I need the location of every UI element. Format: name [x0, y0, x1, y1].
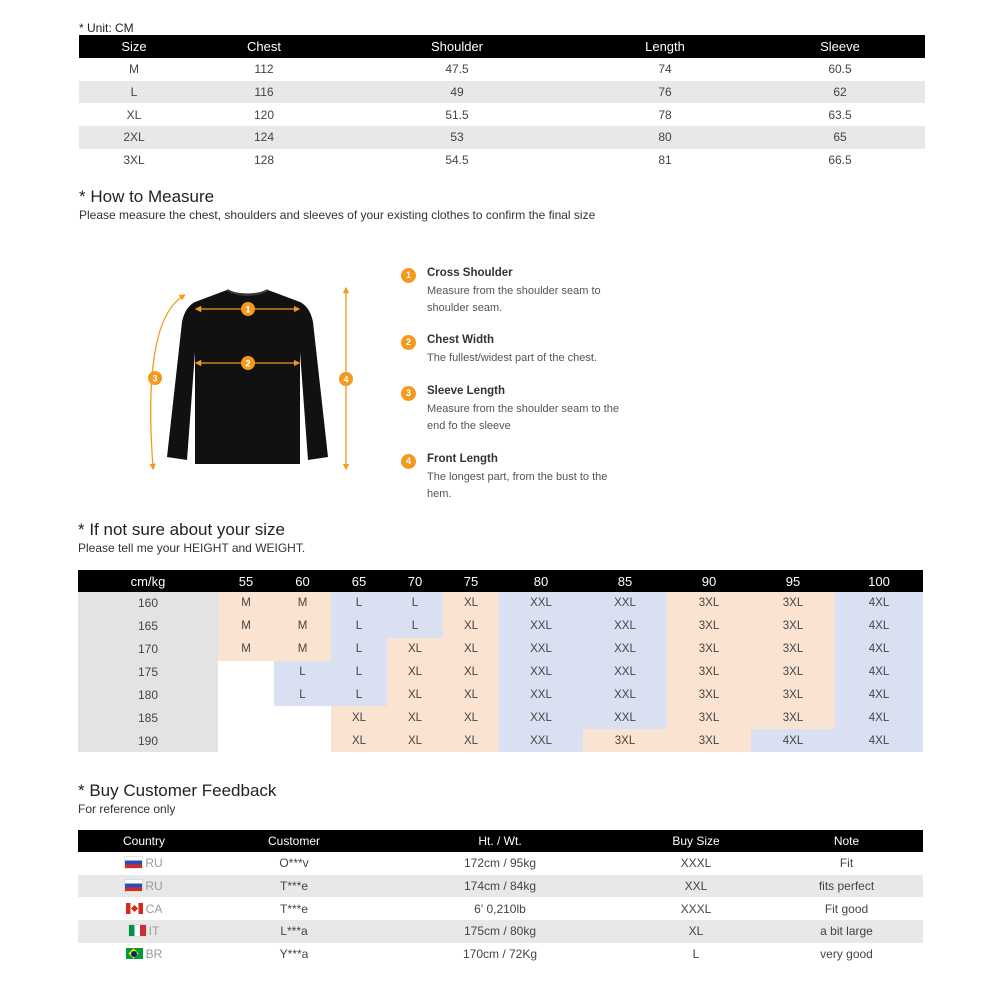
- column-header: Size: [79, 35, 189, 58]
- height-weight-cell: 175cm / 80kg: [378, 920, 622, 943]
- table-row: [78, 852, 923, 875]
- size-recommendation-cell: XXL: [499, 684, 583, 707]
- feedback-title: * Buy Customer Feedback: [78, 781, 277, 800]
- size-recommendation-cell: XXL: [499, 706, 583, 729]
- weight-header: 80: [499, 570, 583, 592]
- table-row: [79, 81, 925, 104]
- table-row: [79, 149, 925, 172]
- shoulder-cell: 49: [339, 81, 575, 104]
- customer-cell: T***e: [279, 901, 308, 916]
- size-recommendation-cell: XL: [443, 729, 499, 752]
- shoulder-cell: 53: [339, 126, 575, 149]
- table-row: [78, 638, 923, 661]
- shoulder-cell: 47.5: [445, 62, 469, 77]
- height-weight-cell: 174cm / 84kg: [378, 875, 622, 898]
- country-code: BR: [145, 947, 163, 962]
- size-recommendation-cell: M: [274, 638, 331, 661]
- table-row: [78, 729, 923, 752]
- size-recommendation-cell: 3XL: [667, 592, 751, 615]
- height-cell: 175: [78, 661, 218, 684]
- size-table: [79, 35, 925, 171]
- size-recommendation-cell: 3XL: [667, 729, 751, 752]
- size-recommendation-cell: L: [274, 684, 331, 707]
- weight-header: 75: [443, 570, 499, 592]
- note-cell: Fit good: [824, 901, 869, 916]
- note-cell: very good: [820, 947, 873, 962]
- size-recommendation-cell: XXL: [583, 638, 667, 661]
- chest-cell: 112: [254, 62, 274, 77]
- size-recommendation-cell: XXL: [583, 706, 667, 729]
- height-weight-cell: 172cm / 95kg: [463, 856, 537, 871]
- step-title: Sleeve Length: [427, 385, 505, 397]
- size-recommendation-cell: XL: [443, 706, 499, 729]
- step-description: The fullest/widest part of the chest.: [427, 352, 597, 364]
- country-cell: [78, 920, 210, 943]
- diagram-label: 4: [343, 374, 349, 385]
- step-number-icon: 4: [401, 454, 416, 469]
- size-recommendation-cell: [218, 661, 274, 684]
- size-cell: L: [79, 81, 189, 104]
- step-description: The longest part, from the bust to the hem.: [427, 471, 608, 500]
- length-cell: 81: [658, 153, 672, 168]
- country-cell: [78, 875, 210, 898]
- size-recommendation-cell: 3XL: [751, 661, 835, 684]
- size-recommendation-cell: XXL: [583, 592, 667, 615]
- size-recommendation-cell: M: [218, 592, 274, 615]
- size-recommendation-cell: 3XL: [751, 638, 835, 661]
- size-recommendation-cell: XXL: [583, 684, 667, 707]
- column-header: Ht. / Wt.: [378, 830, 622, 852]
- country-cell: [78, 897, 210, 920]
- step-title: Chest Width: [427, 334, 494, 346]
- buy-size-cell: XL: [622, 920, 770, 943]
- length-cell: 78: [658, 107, 672, 122]
- weight-header: 90: [667, 570, 751, 592]
- flag-br-icon: [126, 948, 143, 959]
- chest-cell: 124: [189, 126, 339, 149]
- step-description: Measure from the shoulder seam to the end fo the sleeve: [427, 403, 619, 432]
- size-recommendation-cell: 4XL: [835, 638, 923, 661]
- marker-1-icon: [241, 302, 255, 316]
- column-header: Chest: [189, 35, 339, 58]
- size-recommendation-cell: 3XL: [583, 729, 667, 752]
- shirt-shape: [167, 290, 328, 464]
- customer-cell: O***v: [279, 856, 309, 871]
- size-recommendation-cell: 3XL: [751, 592, 835, 615]
- size-recommendation-cell: 4XL: [835, 684, 923, 707]
- note-cell: Fit: [839, 856, 854, 871]
- feedback-table: [78, 830, 923, 965]
- corner-header: cm/kg: [78, 570, 218, 592]
- size-recommendation-cell: 3XL: [667, 661, 751, 684]
- how-to-measure-title: * How to Measure: [79, 187, 215, 206]
- step-description: Measure from the shoulder seam to shoulder seam.: [427, 285, 601, 314]
- country-cell: [78, 943, 210, 966]
- chest-cell: 120: [253, 107, 275, 122]
- table-row: [79, 58, 925, 81]
- size-recommendation-cell: XL: [443, 684, 499, 707]
- table-row: [78, 684, 923, 707]
- size-recommendation-cell: XL: [331, 729, 387, 752]
- height-cell: 160: [78, 592, 218, 615]
- length-cell: 80: [575, 126, 755, 149]
- marker-3-icon: [148, 371, 162, 385]
- size-recommendation-cell: XL: [387, 684, 443, 707]
- weight-header: 70: [387, 570, 443, 592]
- size-recommendation-cell: XL: [443, 592, 499, 615]
- size-recommendation-cell: L: [331, 615, 387, 638]
- size-recommendation-cell: [218, 684, 274, 707]
- size-recommendation-cell: 3XL: [751, 615, 835, 638]
- size-recommendation-cell: 3XL: [667, 706, 751, 729]
- shoulder-cell: 51.5: [445, 107, 469, 122]
- size-recommendation-cell: L: [331, 684, 387, 707]
- size-recommendation-cell: 3XL: [667, 638, 751, 661]
- height-weight-header: [78, 570, 923, 592]
- height-weight-cell: 170cm / 72Kg: [462, 947, 538, 962]
- column-header: Country: [78, 830, 210, 852]
- size-recommendation-cell: XXL: [583, 661, 667, 684]
- size-recommendation-cell: XXL: [583, 615, 667, 638]
- feedback-header: [78, 830, 923, 852]
- marker-2-icon: [241, 356, 255, 370]
- table-row: [78, 615, 923, 638]
- sleeve-cell: 65: [755, 126, 925, 149]
- height-weight-table: [78, 570, 923, 752]
- size-recommendation-cell: XL: [387, 638, 443, 661]
- column-header: Shoulder: [339, 35, 575, 58]
- size-recommendation-cell: XL: [331, 706, 387, 729]
- table-row: [78, 920, 923, 943]
- buy-size-cell: XXL: [622, 875, 770, 898]
- step-number-icon: 1: [401, 268, 416, 283]
- diagram-label: 1: [245, 304, 251, 315]
- weight-header: 100: [835, 570, 923, 592]
- column-header: Customer: [210, 830, 378, 852]
- chest-cell: 128: [253, 153, 275, 168]
- size-table-header: [79, 35, 925, 58]
- sleeve-cell: 60.5: [828, 62, 852, 77]
- size-recommendation-cell: 3XL: [667, 615, 751, 638]
- column-header: Length: [575, 35, 755, 58]
- unit-label: * Unit: CM: [79, 21, 134, 35]
- table-row: [78, 661, 923, 684]
- country-cell: [78, 852, 210, 875]
- size-recommendation-cell: 3XL: [751, 706, 835, 729]
- size-recommendation-cell: L: [331, 638, 387, 661]
- weight-header: 95: [751, 570, 835, 592]
- size-recommendation-cell: 3XL: [751, 684, 835, 707]
- size-recommendation-cell: [218, 729, 274, 752]
- size-recommendation-cell: M: [274, 592, 331, 615]
- height-cell: 190: [78, 729, 218, 752]
- country-code: CA: [145, 901, 163, 916]
- diagram-label: 2: [245, 358, 251, 369]
- customer-cell: T***e: [210, 875, 378, 898]
- size-recommendation-cell: XXL: [499, 638, 583, 661]
- size-recommendation-cell: L: [274, 661, 331, 684]
- size-cell: XL: [126, 107, 142, 122]
- step-number-icon: 3: [401, 386, 416, 401]
- country-code: IT: [148, 924, 160, 939]
- buy-size-cell: XXXL: [680, 901, 712, 916]
- step-title: Cross Shoulder: [427, 267, 513, 279]
- step-number-icon: 2: [401, 335, 416, 350]
- buy-size-cell: L: [692, 947, 700, 962]
- sleeve-cell: 62: [755, 81, 925, 104]
- table-row: [78, 943, 923, 966]
- flag-it-icon: [129, 925, 146, 936]
- size-recommendation-cell: [274, 729, 331, 752]
- customer-cell: Y***a: [279, 947, 309, 962]
- size-recommendation-cell: 4XL: [751, 729, 835, 752]
- size-recommendation-cell: XXL: [499, 592, 583, 615]
- shoulder-cell: 54.5: [445, 153, 469, 168]
- customer-cell: L***a: [210, 920, 378, 943]
- height-cell: 185: [78, 706, 218, 729]
- size-recommendation-cell: M: [218, 638, 274, 661]
- size-recommendation-cell: XXL: [499, 615, 583, 638]
- column-header: Buy Size: [622, 830, 770, 852]
- feedback-subtitle: For reference only: [78, 802, 176, 816]
- size-recommendation-cell: XXL: [499, 729, 583, 752]
- size-recommendation-cell: 4XL: [835, 592, 923, 615]
- size-recommendation-cell: [274, 706, 331, 729]
- shirt-diagram: [140, 282, 365, 472]
- table-row: [78, 706, 923, 729]
- size-recommendation-cell: L: [331, 661, 387, 684]
- flag-ru-icon: [125, 857, 142, 868]
- length-cell: 74: [658, 62, 672, 77]
- height-cell: 170: [78, 638, 218, 661]
- size-recommendation-cell: L: [387, 615, 443, 638]
- size-cell: 2XL: [79, 126, 189, 149]
- table-row: [79, 126, 925, 149]
- column-header: Sleeve: [755, 35, 925, 58]
- height-cell: 165: [78, 615, 218, 638]
- chest-cell: 116: [189, 81, 339, 104]
- country-code: RU: [145, 856, 163, 871]
- table-row: [78, 592, 923, 615]
- weight-header: 60: [274, 570, 331, 592]
- size-recommendation-cell: M: [218, 615, 274, 638]
- size-recommendation-cell: XL: [387, 729, 443, 752]
- table-row: [78, 897, 923, 920]
- column-header: Note: [770, 830, 923, 852]
- weight-header: 65: [331, 570, 387, 592]
- note-cell: fits perfect: [770, 875, 923, 898]
- table-row: [78, 875, 923, 898]
- size-recommendation-cell: L: [331, 592, 387, 615]
- size-cell: 3XL: [123, 153, 145, 168]
- length-cell: 76: [575, 81, 755, 104]
- height-weight-cell: 6' 0,210lb: [474, 901, 526, 916]
- height-cell: 180: [78, 684, 218, 707]
- size-recommendation-cell: 3XL: [667, 684, 751, 707]
- buy-size-cell: XXXL: [680, 856, 712, 871]
- table-row: [79, 103, 925, 126]
- weight-header: 55: [218, 570, 274, 592]
- fit-guide-title: * If not sure about your size: [78, 520, 285, 539]
- size-recommendation-cell: [218, 706, 274, 729]
- sleeve-cell: 66.5: [828, 153, 852, 168]
- size-recommendation-cell: XL: [387, 706, 443, 729]
- size-cell: M: [129, 62, 139, 77]
- how-to-measure-subtitle: Please measure the chest, shoulders and sleeves of your existing clothes to confirm the final size: [79, 208, 596, 222]
- flag-ru-icon: [125, 880, 142, 891]
- size-recommendation-cell: XL: [443, 615, 499, 638]
- sleeve-cell: 63.5: [828, 107, 852, 122]
- size-recommendation-cell: 4XL: [835, 706, 923, 729]
- fit-guide-subtitle: Please tell me your HEIGHT and WEIGHT.: [78, 541, 306, 555]
- weight-header: 85: [583, 570, 667, 592]
- size-recommendation-cell: XL: [387, 661, 443, 684]
- size-recommendation-cell: XL: [443, 638, 499, 661]
- size-recommendation-cell: M: [274, 615, 331, 638]
- diagram-label: 3: [152, 373, 158, 384]
- size-recommendation-cell: XXL: [499, 661, 583, 684]
- note-cell: a bit large: [770, 920, 923, 943]
- marker-4-icon: [339, 372, 353, 386]
- flag-ca-icon: [126, 903, 143, 914]
- size-recommendation-cell: 4XL: [835, 661, 923, 684]
- step-title: Front Length: [427, 453, 498, 465]
- size-recommendation-cell: XL: [443, 661, 499, 684]
- country-code: RU: [145, 879, 163, 894]
- size-recommendation-cell: 4XL: [835, 615, 923, 638]
- size-recommendation-cell: L: [387, 592, 443, 615]
- size-recommendation-cell: 4XL: [835, 729, 923, 752]
